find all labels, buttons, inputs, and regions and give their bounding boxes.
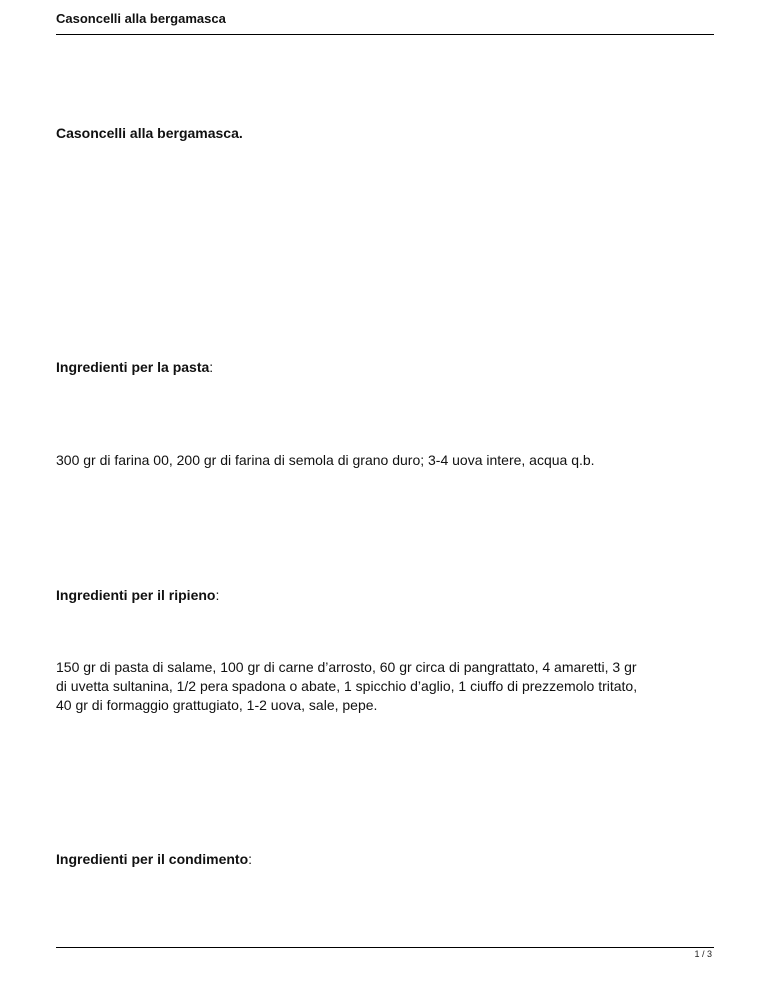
footer-divider [56, 947, 714, 948]
section-text-ripieno-line: 40 gr di formaggio grattugiato, 1-2 uova, sale, pepe. [56, 697, 378, 713]
header-divider [56, 34, 714, 35]
section-text-ripieno [56, 658, 716, 715]
section-text-pasta: 300 gr di farina 00, 200 gr di farina di semola di grano duro; 3-4 uova intere, acqua q.b. [56, 452, 595, 468]
section-heading-condimento-colon: : [248, 851, 253, 867]
document-title: Casoncelli alla bergamasca. [56, 125, 243, 141]
section-heading-pasta [56, 358, 716, 377]
section-heading-pasta-colon: : [209, 359, 214, 375]
section-heading-condimento [56, 850, 716, 869]
section-heading-pasta-text: Ingredienti per la pasta [56, 359, 210, 375]
section-text-ripieno-line: di uvetta sultanina, 1/2 pera spadona o abate, 1 spicchio d’aglio, 1 ciuffo di prezzemolo tritato, [56, 678, 638, 694]
section-heading-ripieno [56, 586, 716, 605]
section-heading-ripieno-text: Ingredienti per il ripieno [56, 587, 216, 603]
page-number: 1 / 3 [694, 949, 712, 959]
running-header-title: Casoncelli alla bergamasca [56, 11, 226, 26]
section-heading-condimento-text: Ingredienti per il condimento [56, 851, 249, 867]
section-heading-ripieno-colon: : [215, 587, 220, 603]
section-text-ripieno-line: 150 gr di pasta di salame, 100 gr di carne d’arrosto, 60 gr circa di pangrattato, 4 amaretti, 3 gr [56, 659, 637, 675]
